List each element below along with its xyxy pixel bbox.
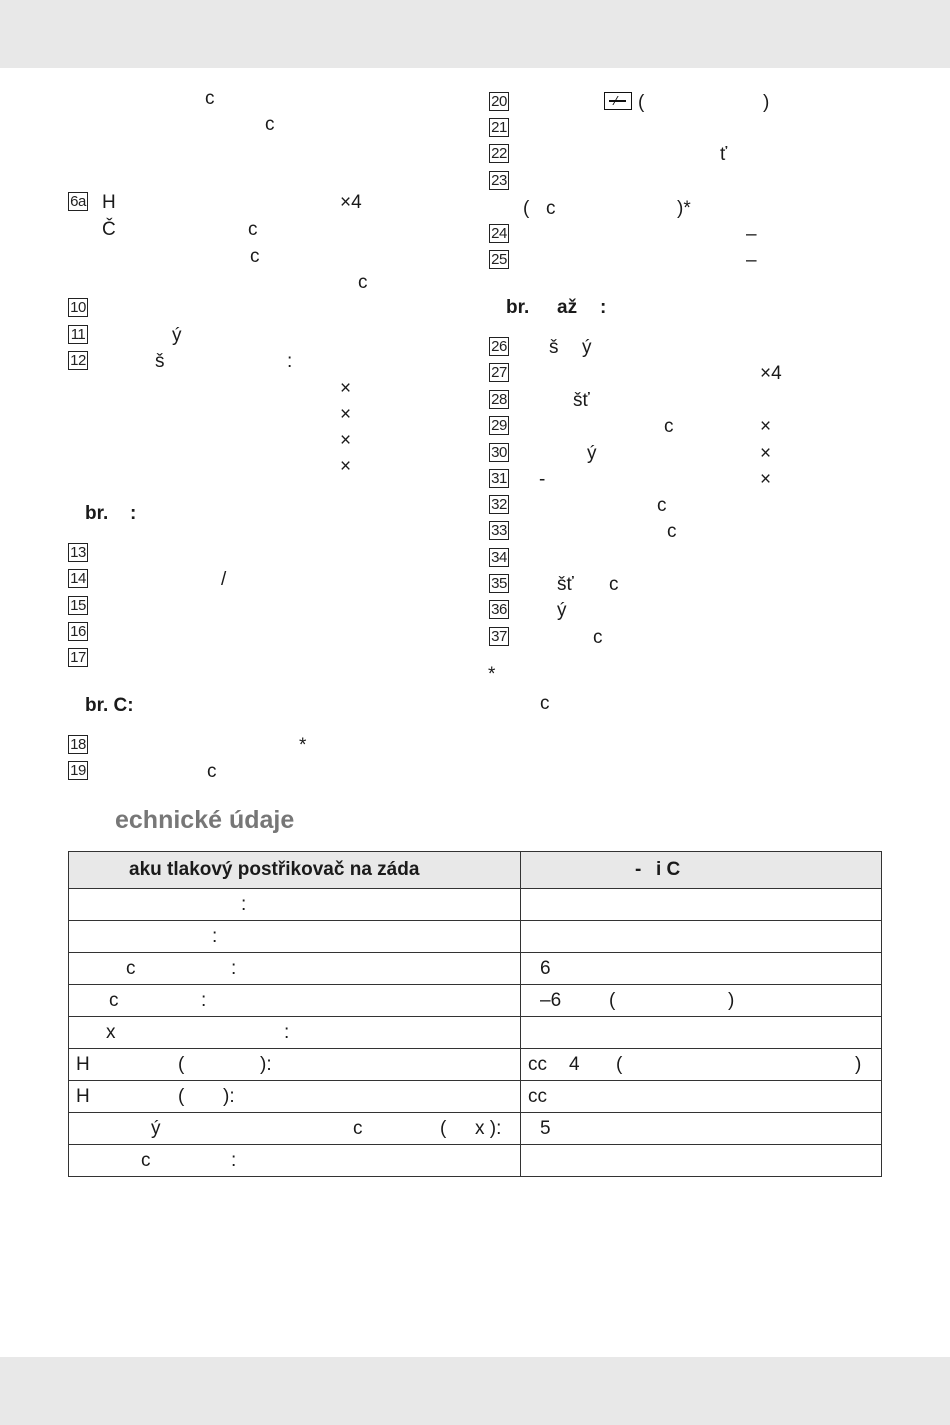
text-fragment: c bbox=[593, 627, 603, 648]
text-fragment: ( bbox=[638, 92, 645, 113]
cell-text: ): bbox=[260, 1053, 272, 1075]
cell-text: –6 bbox=[540, 989, 562, 1011]
text-fragment: c bbox=[657, 495, 667, 516]
text-fragment: c bbox=[358, 272, 368, 293]
part-number: 22 bbox=[489, 144, 509, 163]
cell-text: 5 bbox=[540, 1117, 551, 1139]
text-fragment: ( bbox=[523, 198, 530, 219]
part-number: 27 bbox=[489, 363, 509, 382]
spec-cell bbox=[521, 1113, 882, 1145]
spec-cell bbox=[69, 1081, 521, 1113]
cell-text: : bbox=[241, 893, 247, 915]
cell-text: ) bbox=[728, 989, 735, 1011]
part-number: 13 bbox=[68, 543, 88, 562]
text-fragment: Č bbox=[102, 219, 116, 240]
charging-plug-icon bbox=[604, 92, 632, 110]
cell-text: : bbox=[231, 957, 237, 979]
text-fragment: – bbox=[746, 250, 757, 271]
text-fragment: c bbox=[248, 219, 258, 240]
text-fragment: br. bbox=[506, 297, 530, 318]
spec-cell bbox=[69, 921, 521, 953]
spec-cell bbox=[521, 889, 882, 921]
cell-text: c bbox=[126, 957, 136, 979]
cell-text: c bbox=[109, 989, 119, 1011]
cell-text: ( bbox=[616, 1053, 623, 1075]
part-number: 32 bbox=[489, 495, 509, 514]
cell-text: cc bbox=[528, 1053, 547, 1075]
text-fragment: × bbox=[340, 378, 352, 399]
part-number: 14 bbox=[68, 569, 88, 588]
spec-row bbox=[69, 1049, 882, 1081]
spec-row bbox=[69, 1081, 882, 1113]
text-fragment: až bbox=[557, 297, 578, 318]
part-number: 21 bbox=[489, 118, 509, 137]
part-number: 34 bbox=[489, 548, 509, 567]
cell-text: ý bbox=[151, 1117, 161, 1139]
part-number: 11 bbox=[68, 325, 88, 344]
spec-header-row bbox=[69, 852, 882, 889]
spec-cell bbox=[69, 1017, 521, 1049]
cell-text: 6 bbox=[540, 957, 551, 979]
text-fragment: c bbox=[540, 693, 550, 714]
text-fragment: H bbox=[102, 192, 116, 213]
spec-cell bbox=[69, 1113, 521, 1145]
cell-text: - bbox=[635, 859, 642, 880]
text-fragment: - bbox=[539, 469, 546, 490]
cell-text: x bbox=[106, 1021, 116, 1043]
part-number: 24 bbox=[489, 224, 509, 243]
part-number: 19 bbox=[68, 761, 88, 780]
spec-row bbox=[69, 921, 882, 953]
part-number: 29 bbox=[489, 416, 509, 435]
part-number: 37 bbox=[489, 627, 509, 646]
cell-text: : bbox=[212, 925, 218, 947]
text-fragment: c bbox=[664, 416, 674, 437]
text-fragment: * bbox=[488, 664, 496, 685]
text-fragment: c bbox=[609, 574, 619, 595]
text-fragment: : bbox=[287, 351, 293, 372]
text-fragment: ý bbox=[557, 600, 567, 621]
spec-cell bbox=[521, 1081, 882, 1113]
spec-row bbox=[69, 1113, 882, 1145]
part-number: 33 bbox=[489, 521, 509, 540]
text-fragment: c bbox=[667, 521, 677, 542]
spec-cell bbox=[69, 1049, 521, 1081]
cell-text: c bbox=[353, 1117, 363, 1139]
cell-text: ( bbox=[178, 1053, 185, 1075]
spec-cell bbox=[69, 852, 521, 889]
text-fragment: ý bbox=[582, 337, 592, 358]
text-fragment: c bbox=[250, 246, 260, 267]
part-number: 17 bbox=[68, 648, 88, 667]
text-fragment: br. bbox=[85, 503, 109, 524]
cell-text: ( bbox=[609, 989, 616, 1011]
part-number: 20 bbox=[489, 92, 509, 111]
spec-cell bbox=[521, 921, 882, 953]
spec-cell bbox=[521, 852, 882, 889]
part-number: 6a bbox=[68, 192, 88, 211]
text-fragment: / bbox=[221, 569, 227, 590]
cell-text: H bbox=[76, 1085, 90, 1107]
part-number: 12 bbox=[68, 351, 88, 370]
part-number: 15 bbox=[68, 596, 88, 615]
bottom-band bbox=[0, 1357, 950, 1425]
text-fragment: c bbox=[207, 761, 217, 782]
cell-text: ): bbox=[223, 1085, 235, 1107]
spec-row bbox=[69, 953, 882, 985]
part-number: 23 bbox=[489, 171, 509, 190]
cell-text: x ): bbox=[475, 1117, 502, 1139]
part-number: 18 bbox=[68, 735, 88, 754]
part-number: 10 bbox=[68, 298, 88, 317]
spec-cell bbox=[69, 953, 521, 985]
spec-cell bbox=[521, 1049, 882, 1081]
text-fragment: ×4 bbox=[760, 363, 782, 384]
cell-text: : bbox=[284, 1021, 290, 1043]
spec-cell bbox=[69, 1145, 521, 1177]
top-band bbox=[0, 0, 950, 68]
text-fragment: ý bbox=[587, 443, 597, 464]
text-fragment: : bbox=[600, 297, 607, 318]
text-fragment: šť bbox=[557, 574, 574, 595]
text-fragment: c bbox=[205, 88, 215, 109]
text-fragment: ×4 bbox=[340, 192, 362, 213]
text-fragment: šť bbox=[573, 390, 590, 411]
text-fragment: c bbox=[265, 114, 275, 135]
text-fragment: ) bbox=[763, 92, 770, 113]
section-title: echnické údaje bbox=[115, 806, 295, 834]
part-number: 25 bbox=[489, 250, 509, 269]
text-fragment: š bbox=[155, 351, 165, 372]
text-fragment: × bbox=[760, 469, 772, 490]
text-fragment: ý bbox=[172, 325, 182, 346]
spec-row bbox=[69, 1017, 882, 1049]
text-fragment: ť bbox=[720, 144, 728, 165]
text-fragment: × bbox=[340, 456, 352, 477]
text-fragment: * bbox=[299, 735, 307, 756]
spec-row bbox=[69, 1145, 882, 1177]
cell-text: : bbox=[201, 989, 207, 1011]
spec-row bbox=[69, 985, 882, 1017]
cell-text: 4 bbox=[569, 1053, 580, 1075]
text-fragment: – bbox=[746, 224, 757, 245]
text-fragment: × bbox=[760, 443, 772, 464]
text-fragment: × bbox=[340, 404, 352, 425]
text-fragment: c bbox=[546, 198, 556, 219]
spec-cell bbox=[521, 1145, 882, 1177]
text-fragment: )* bbox=[677, 198, 691, 219]
spec-table bbox=[68, 851, 882, 1177]
part-number: 35 bbox=[489, 574, 509, 593]
spec-cell bbox=[521, 1017, 882, 1049]
spec-cell bbox=[69, 985, 521, 1017]
cell-text: H bbox=[76, 1053, 90, 1075]
spec-cell bbox=[69, 889, 521, 921]
cell-text: ) bbox=[855, 1053, 862, 1075]
cell-text: : bbox=[231, 1149, 237, 1171]
cell-text: cc bbox=[528, 1085, 547, 1107]
part-number: 31 bbox=[489, 469, 509, 488]
spec-row bbox=[69, 889, 882, 921]
text-fragment: : bbox=[130, 503, 137, 524]
part-number: 36 bbox=[489, 600, 509, 619]
part-number: 30 bbox=[489, 443, 509, 462]
part-number: 26 bbox=[489, 337, 509, 356]
spec-cell bbox=[521, 985, 882, 1017]
text-fragment: × bbox=[340, 430, 352, 451]
part-number: 28 bbox=[489, 390, 509, 409]
cell-text: i C bbox=[656, 859, 681, 880]
spec-cell bbox=[521, 953, 882, 985]
part-number: 16 bbox=[68, 622, 88, 641]
text-fragment: br. C: bbox=[85, 695, 134, 716]
cell-text: c bbox=[141, 1149, 151, 1171]
text-fragment: š bbox=[549, 337, 559, 358]
cell-text: ( bbox=[178, 1085, 185, 1107]
cell-text: aku tlakový postřikovač na záda bbox=[129, 859, 420, 880]
cell-text: ( bbox=[440, 1117, 447, 1139]
text-fragment: × bbox=[760, 416, 772, 437]
